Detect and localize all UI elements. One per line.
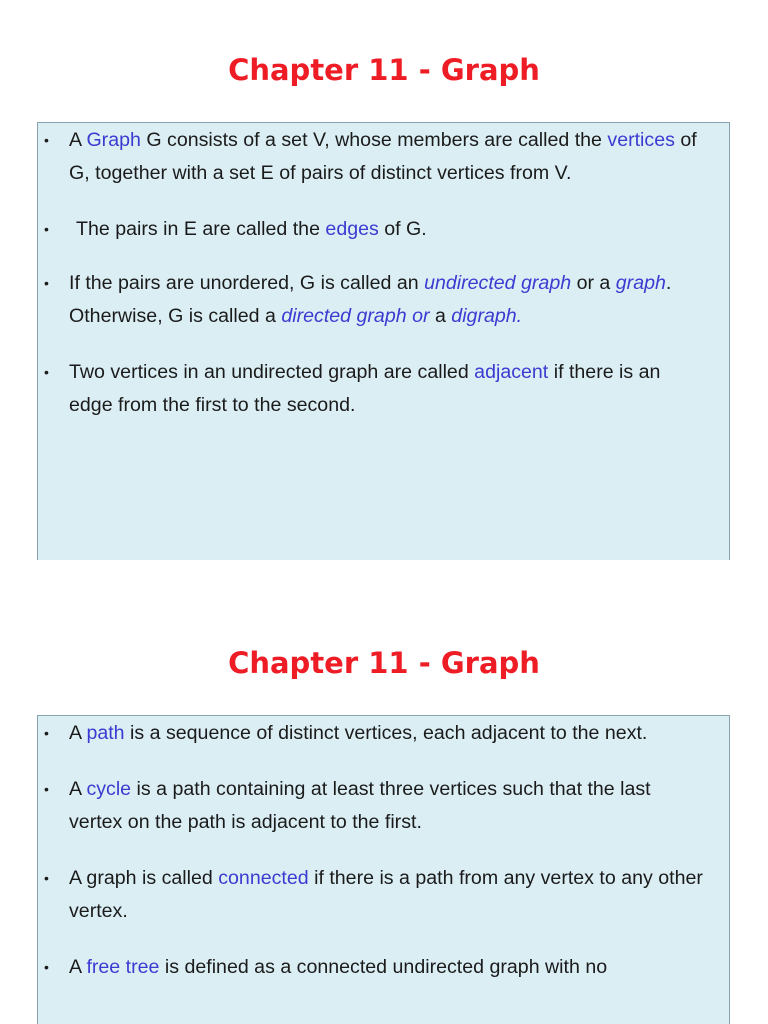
term-directed-graph: directed graph or <box>281 305 430 327</box>
text-run: Two vertices in an undirected graph are called <box>69 361 475 383</box>
text-run: A graph is called <box>69 867 219 889</box>
paragraph-text <box>69 956 607 978</box>
text-run: is defined as a connected undirected graph with no <box>159 956 608 978</box>
paragraph-text <box>69 361 660 416</box>
slide-2-paragraph-free-tree <box>44 951 707 984</box>
text-run: . <box>516 305 523 327</box>
paragraph-text <box>69 272 671 327</box>
term-digraph: digraph <box>451 305 517 327</box>
slide-2-content-box <box>37 715 730 1024</box>
text-run: is a sequence of distinct vertices, each adjacent to the next. <box>124 722 648 744</box>
bullet-marker: • <box>44 364 49 380</box>
bullet-marker: • <box>44 870 49 886</box>
text-run: a <box>429 305 452 327</box>
bullet-marker: • <box>44 725 49 741</box>
text-run: of G, together with a set E of pairs of distinct vertices from V. <box>69 129 697 184</box>
bullet-marker: • <box>44 132 49 148</box>
text-run: A <box>69 129 87 151</box>
bullet-marker: • <box>44 221 49 237</box>
text-run: of G. <box>378 218 427 240</box>
text-run: If the pairs are unordered, G is called an <box>69 272 425 294</box>
term-undirected-graph: undirected graph <box>424 272 572 294</box>
slide-1-paragraph-adjacent <box>44 356 707 422</box>
text-run: A <box>69 778 87 800</box>
paragraph-text <box>69 722 647 744</box>
slide-1-paragraph-edges <box>44 213 707 246</box>
slide-2-paragraph-path <box>44 717 707 750</box>
term-vertices: vertices <box>607 129 675 151</box>
text-run: A <box>69 722 87 744</box>
term-free-tree: free tree <box>86 956 160 978</box>
paragraph-text <box>69 867 703 922</box>
bullet-marker: • <box>44 959 49 975</box>
text-run: if there is an edge from the first to the second. <box>69 361 661 416</box>
term-graph: Graph <box>86 129 141 151</box>
bullet-marker: • <box>44 275 49 291</box>
text-run: The pairs in E are called the <box>76 218 326 240</box>
slide-1-title: Chapter 11 - Graph <box>228 53 540 87</box>
term-edges: edges <box>325 218 379 240</box>
text-run: . Otherwise, G is called a <box>69 272 672 327</box>
text-run: if there is a path from any vertex to any other vertex. <box>69 867 703 922</box>
slide-1-paragraph-graph-definition <box>44 124 707 190</box>
text-run: A <box>69 956 87 978</box>
text-run: G consists of a set V, whose members are called the <box>140 129 608 151</box>
slide-2-paragraph-connected <box>44 862 707 928</box>
term-cycle: cycle <box>86 778 132 800</box>
term-adjacent: adjacent <box>474 361 549 383</box>
slide-1-content-box <box>37 122 730 560</box>
paragraph-text <box>76 218 427 240</box>
text-run: or a <box>571 272 616 294</box>
slide-2-title: Chapter 11 - Graph <box>228 646 540 680</box>
slide-2-paragraph-cycle <box>44 773 707 839</box>
slide-1-paragraph-undirected <box>44 267 707 333</box>
term-path: path <box>86 722 125 744</box>
paragraph-text <box>69 778 651 833</box>
text-run: is a path containing at least three vertices such that the last vertex on the path is adjacent to the first. <box>69 778 651 833</box>
paragraph-text <box>69 129 697 184</box>
bullet-marker: • <box>44 781 49 797</box>
term-graph: graph <box>615 272 666 294</box>
term-connected: connected <box>218 867 309 889</box>
